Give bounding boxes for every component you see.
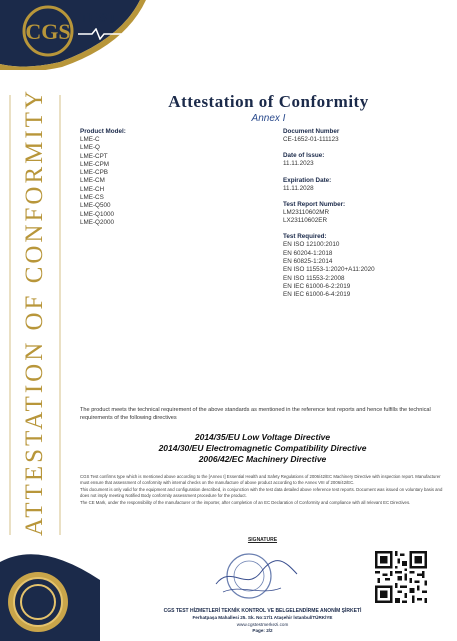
issue-date-label: Date of Issue: — [283, 152, 325, 160]
footer — [80, 608, 445, 635]
brand-name: TEST — [80, 10, 118, 25]
product-model-item: LME-CPM — [80, 160, 110, 168]
footer-address: Ferhatpaşa Mahallesi 25. Sk. No:17/1 Ataşehir İstanbul/TÜRKİYE — [192, 615, 333, 620]
test-report-label: Test Report Number: — [283, 200, 346, 208]
directive-item: 2014/30/EU Electromagnetic Compatibility Directive — [158, 443, 367, 453]
product-model-item: LME-Q2000 — [80, 218, 114, 226]
qr-code-icon — [375, 551, 427, 603]
directive-item: 2014/35/EU Low Voltage Directive — [194, 432, 331, 442]
heartbeat-line-icon — [78, 28, 128, 40]
product-model-item: LME-CM — [80, 177, 105, 185]
brand-header — [0, 0, 150, 70]
note-paragraph: CGS Test confirms type which is mentioned above according to the [Annex I] Essential Health and Safety Regulations of 2006/42/EC Machinery Directive with inspection report. Manufacturer must ensure that assessment of conformity with internal checks on the manufacture of above product according to the Annex VIII of 2006/42/EC. — [80, 474, 441, 485]
conformity-statement: The product meets the technical requirement of the above standards as mentioned in the reference test reports and hence fulfills the technical requirements of the following directives — [80, 407, 431, 421]
product-model-item: LME-CPT — [80, 152, 108, 160]
document-details — [283, 128, 443, 308]
test-report-block — [283, 201, 443, 226]
test-report-value: LX23110602ER — [283, 217, 327, 225]
test-report-value: LM23110602MR — [283, 208, 330, 216]
signature-label: SIGNATURE — [247, 537, 278, 543]
test-required-label: Test Required: — [283, 233, 327, 241]
product-model-item: LME-Q1000 — [80, 210, 114, 218]
test-standard-item: EN IEC 61000-6-2:2019 — [283, 282, 351, 290]
document-subtitle: Annex I — [251, 113, 286, 124]
cgs-logo-icon — [18, 3, 78, 63]
test-standard-item: EN IEC 61000-6-4:2019 — [283, 291, 351, 299]
product-model-item: LME-CS — [80, 194, 104, 202]
signature-stamp — [211, 544, 301, 604]
footer-website: www.cgstestmerkezi.com — [236, 621, 289, 627]
product-model-item: LME-CH — [80, 185, 105, 193]
test-standard-item: EN 60204-1:2018 — [283, 249, 333, 257]
test-standard-item: EN ISO 12100:2010 — [283, 241, 340, 249]
product-model-item: LME-CPB — [80, 169, 108, 177]
product-model-block — [80, 128, 240, 227]
test-standard-item: EN ISO 11553-1:2020+A11:2020 — [283, 266, 375, 274]
side-banner-text: ATTESTATION OF CONFORMITY — [21, 87, 48, 537]
footer-page-number: Page: 2/2 — [252, 628, 273, 633]
product-model-item: LME-Q500 — [80, 202, 111, 210]
issue-date-block — [283, 152, 443, 168]
expiration-date-label: Expiration Date: — [283, 176, 332, 184]
notes-block — [80, 474, 445, 507]
product-model-label: Product Model: — [80, 128, 126, 135]
test-standard-item: EN 60825-1:2014 — [283, 258, 333, 266]
logo-letters: CGS — [25, 19, 71, 44]
test-required-block — [283, 233, 443, 299]
expiration-date-value: 11.11.2028 — [283, 184, 314, 192]
test-standard-item: EN ISO 11553-2:2008 — [283, 274, 345, 282]
product-model-item: LME-C — [80, 136, 100, 143]
issue-date-value: 11.11.2023 — [283, 160, 314, 168]
directive-item: 2006/42/EC Machinery Directive — [198, 454, 327, 464]
note-paragraph: This document is only valid for the equipment and configuration described, in conjunction with the test data detailed above reference test reports. Document was issued on voluntary basis and does not imply meeting Notified Body conformity assessment procedure for the product. — [80, 487, 443, 498]
expiration-date-block — [283, 177, 443, 193]
document-number-value: CE-1652-01-111123 — [283, 136, 339, 143]
document-number-label: Document Number — [283, 128, 340, 135]
directives-list — [80, 432, 445, 465]
footer-company: CGS TEST HİZMETLERİ TEKNİK KONTROL VE BELGELENDİRME ANONİM ŞİRKETİ — [163, 608, 362, 614]
product-model-item: LME-Q — [80, 144, 100, 152]
note-paragraph: The CE Mark, under the responsibility of the manufacturer or the importer, after completion of an EC Declaration of Conformity and compliance with all relevant EC Directives. — [80, 500, 411, 505]
document-number-block — [283, 128, 443, 144]
document-title: Attestation of Conformity — [168, 92, 369, 111]
